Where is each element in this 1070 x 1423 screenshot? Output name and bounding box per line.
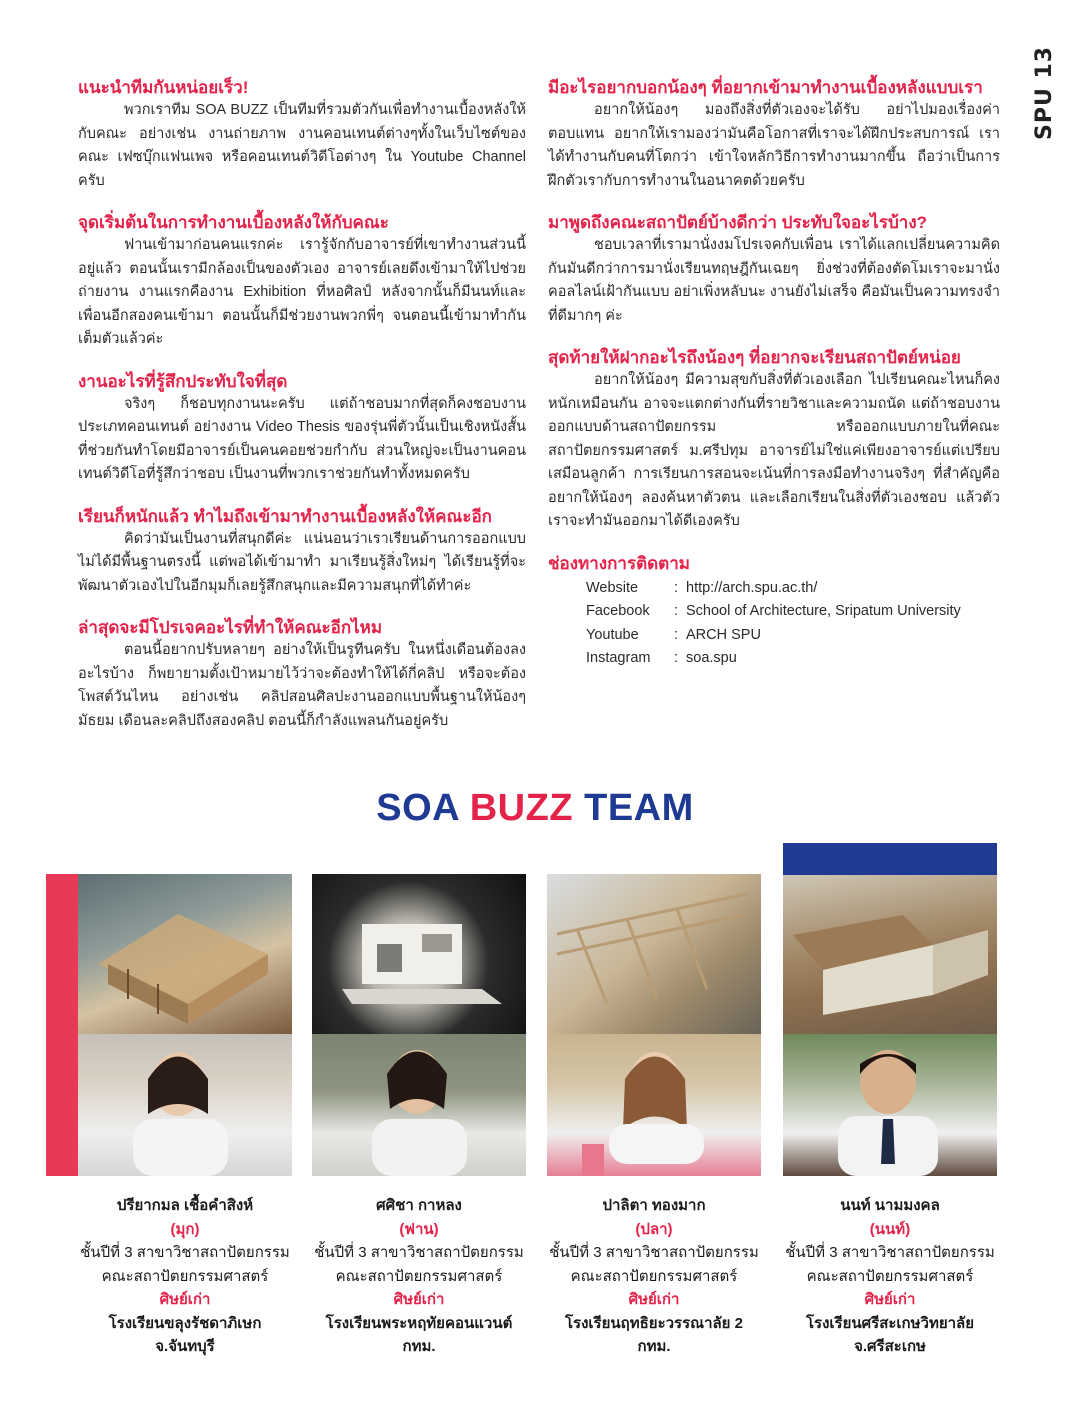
contact-separator: :	[674, 579, 679, 596]
section-body: จริงๆ ก็ชอบทุกงานนะครับ แต่ถ้าชอบมากที่สุดก็คงชอบงานประเภทคอนเทนต์ อย่างงาน Video Thesis ของรุ่นพี่ตัวนั้นเป็นเชิงหนังสั้นที่ช่วยกันทำโดยมีอาจารย์เป็นคนคอยช่วยกำกับ ส่วนใหญ่จะเป็นงานคอนเทนต์วิดีโอที่รู้สึกว่าชอบ เป็นงานที่พวกเราช่วยกันทำทั้งหมดครับ	[78, 395, 526, 482]
member-card	[302, 1194, 536, 1359]
contact-separator: :	[674, 603, 679, 619]
team-title-soa: SOA	[376, 787, 459, 829]
member-nickname: (นนท์)	[869, 1220, 911, 1238]
qa-section	[548, 346, 1000, 534]
contact-label: Instagram	[586, 650, 651, 666]
member-name: ศศิชา กาหลง	[376, 1197, 462, 1214]
left-column	[78, 76, 526, 751]
section-heading: สุดท้ายให้ฝากอะไรถึงน้องๆ ที่อยากจะเรียนสถาปัตย์หน่อย	[548, 348, 961, 367]
contact-separator: :	[674, 626, 679, 643]
contact-row-website	[586, 577, 1000, 601]
member-school-location: จ.จันทบุรี	[155, 1338, 215, 1355]
qa-section	[548, 211, 1000, 328]
section-body: ฟานเข้ามาก่อนคนแรกค่ะ เรารู้จักกับอาจารย์ที่เขาทำงานส่วนนี้อยู่แล้ว ตอนนั้นเรามีกล้องเป็นของตัวเอง อาจารย์เลยดึงเข้ามาให้ไปช่วยถ่ายงาน งานแรกคืองาน Exhibition ที่หอศิลป์ หลังจากนั้นก็มีนนท์และเพื่อนอีกสองคนเข้ามา ตอนนั้นก็มีช่วยงานพวกพี่ๆ จนตอนนี้เข้ามาทำกันเต็มตัวแล้วค่ะ	[78, 237, 526, 347]
team-title	[0, 787, 1070, 830]
section-body: คิดว่ามันเป็นงานที่สนุกดีค่ะ แน่นอนว่าเราเรียนด้านการออกแบบไม่ได้มีพื้นฐานตรงนี้ แต่พอได้เข้ามาทำ มาเรียนรู้สิ่งใหม่ๆ ได้เรียนรู้ที่จะพัฒนาตัวเองไปในอีกมุมก็เลยรู้สึกสนุกและมีความสนุกที่ได้ทำค่ะ	[78, 530, 526, 594]
member-school: โรงเรียนศรีสะเกษวิทยาลัย	[805, 1314, 975, 1332]
section-body: อยากให้น้องๆ มองถึงสิ่งที่ตัวเองจะได้รับ อย่าไปมองเรื่องค่าตอบแทน อยากให้เรามองว่ามันคือโอกาสที่เราจะได้ฝึกประสบการณ์ เราได้ทำงานกับคนที่โตกว่า เข้าใจหลักวิธีการทำงานมากขึ้น ถือว่าเป็นการฝึกตัวเรากับการทำงานในอนาคตด้วยครับ	[548, 102, 1000, 189]
right-column	[548, 76, 1000, 689]
member-nickname: (ฟาน)	[399, 1220, 439, 1238]
contact-label: Facebook	[586, 603, 650, 619]
contact-heading: ช่องทางการติดตาม	[548, 553, 690, 573]
contact-separator: :	[674, 650, 679, 666]
portrait-photo-non	[783, 1034, 997, 1176]
section-heading: แนะนำทีมกันหน่อยเร็ว!	[78, 78, 249, 97]
portrait-photo-muk	[78, 1034, 292, 1176]
member-name: ปาลิตา ทองมาก	[602, 1197, 706, 1214]
qa-section	[78, 76, 526, 193]
member-nickname: (มุก)	[170, 1220, 200, 1238]
contact-row-instagram	[586, 647, 1000, 671]
contact-section	[548, 552, 1000, 671]
member-school: โรงเรียนฤทธิยะวรรณาลัย 2	[564, 1314, 743, 1332]
member-faculty: คณะสถาปัตยกรรมศาสตร์	[806, 1267, 974, 1285]
member-school: โรงเรียนขลุงรัชดาภิเษก	[108, 1314, 262, 1332]
contact-label: Website	[586, 579, 639, 596]
member-school-location: กทม.	[402, 1338, 436, 1355]
member-school-location: จ.ศรีสะเกษ	[854, 1338, 926, 1355]
house-model-photo	[78, 874, 292, 1034]
section-body: ชอบเวลาที่เรามานั่งงมโปรเจคกับเพื่อน เราได้แลกเปลี่ยนความคิดกันมันดีกว่าการมานั่งเรียนทฤษฎีกันเฉยๆ ยิ่งช่วงที่ต้องตัดโมเราจะมานั่งคอลไลน์เฝ้ากันแบบ อย่าเพิ่งหลับนะ งานยังไม่เสร็จ คือมันเป็นความทรงจำที่ดีมากๆ ค่ะ	[548, 237, 1001, 324]
member-year: ชั้นปีที่ 3 สาขาวิชาสถาปัตยกรรม	[549, 1244, 759, 1261]
contact-list	[586, 577, 1000, 671]
section-heading: เรียนก็หนักแล้ว ทำไมถึงเข้ามาทำงานเบื้องหลังให้คณะอีก	[78, 506, 492, 526]
section-heading: งานอะไรที่รู้สึกประทับใจที่สุด	[78, 371, 288, 391]
qa-section	[78, 211, 526, 352]
section-body: ตอนนี้อยากปรับหลายๆ อย่างให้เป็นรูทีนครับ ในหนึ่งเดือนต้องลงอะไรบ้าง ก็พยายามตั้งเป้าหมายไว้ว่าจะต้องทำให้ได้กี่คลิป หรือจะต้องโพสต์วันไหน อย่างเช่น คลิปสอนศิลปะงานออกแบบพื้นฐานให้น้องๆ มัธยม เดือนละคลิปถึงสองคลิป ตอนนี้ก็กำลังแพลนกันอยู่ครับ	[78, 642, 526, 729]
qa-section	[78, 370, 526, 487]
portrait-photo-pla	[547, 1034, 761, 1176]
page-number-text: SPU 13	[1032, 45, 1057, 140]
contact-row-youtube	[586, 624, 1000, 648]
member-alumni-label: ศิษย์เก่า	[864, 1291, 916, 1308]
member-school-location: กทม.	[637, 1338, 671, 1355]
member-faculty: คณะสถาปัตยกรรมศาสตร์	[335, 1267, 503, 1285]
member-name: นนท์ นามมงคล	[840, 1197, 940, 1214]
section-body: อยากให้น้องๆ มีความสุขกับสิ่งที่ตัวเองเลือก ไปเรียนคณะไหนก็คงหนักเหมือนกัน อาจจะแตกต่างกันที่รายวิชาและความถนัด แต่ถ้าชอบงานออกแบบด้านสถาปัตยกรรม หรือออกแบบภายในที่คณะสถาปัตยกรรมศาสตร์ ม.ศรีปทุม อาจารย์ไม่ใช่แค่เพียงอาจารย์แต่เปรียบเสมือนลูกค้า การเรียนการสอนจะเน้นที่การลงมือทำงานจริงๆ ที่สำคัญคืออยากให้น้องๆ ลองค้นหาตัวตน และเลือกเรียนในสิ่งที่ตัวเองชอบ แล้วตัวเราจะทำมันออกมาได้ดีเองครับ	[548, 372, 1000, 529]
qa-section	[78, 505, 526, 599]
contact-row-facebook	[586, 600, 1000, 624]
youtube-value: ARCH SPU	[686, 626, 761, 643]
team-title-buzz: BUZZ	[469, 787, 574, 829]
page-number-mark	[1030, 45, 1060, 140]
member-alumni-label: ศิษย์เก่า	[628, 1291, 680, 1308]
team-title-team: TEAM	[584, 787, 694, 829]
member-school: โรงเรียนพระหฤทัยคอนแวนต์	[325, 1314, 513, 1332]
section-heading: มีอะไรอยากบอกน้องๆ ที่อยากเข้ามาทำงานเบื้องหลังแบบเรา	[548, 78, 983, 97]
decorative-blue-bar	[783, 843, 997, 875]
section-heading: ล่าสุดจะมีโปรเจคอะไรที่ทำให้คณะอีกไหม	[78, 618, 383, 637]
member-year: ชั้นปีที่ 3 สาขาวิชาสถาปัตยกรรม	[314, 1244, 524, 1261]
qa-section	[78, 616, 526, 733]
timber-frame-model-photo	[547, 874, 761, 1034]
member-card	[773, 1194, 1007, 1359]
qa-section	[548, 76, 1000, 193]
member-alumni-label: ศิษย์เก่า	[393, 1291, 445, 1308]
contact-label: Youtube	[586, 626, 639, 643]
member-card	[537, 1194, 771, 1359]
member-year: ชั้นปีที่ 3 สาขาวิชาสถาปัตยกรรม	[785, 1244, 995, 1261]
instagram-value: soa.spu	[686, 650, 737, 666]
member-faculty: คณะสถาปัตยกรรมศาสตร์	[570, 1267, 738, 1285]
section-body: พวกเราทีม SOA BUZZ เป็นทีมที่รวมตัวกันเพื่อทำงานเบื้องหลังให้กับคณะ อย่างเช่น งานถ่ายภาพ งานคอนเทนต์ต่างๆทั้งในเว็บไซต์ของคณะ เฟซบุ๊กแฟนเพจ หรือคอนเทนต์วิดีโอต่างๆ ใน Youtube Channel ครับ	[78, 102, 526, 189]
member-year: ชั้นปีที่ 3 สาขาวิชาสถาปัตยกรรม	[80, 1244, 290, 1261]
section-heading: จุดเริ่มต้นในการทำงานเบื้องหลังให้กับคณะ	[78, 213, 389, 232]
white-model-photo	[312, 874, 526, 1034]
site-model-photo	[783, 875, 997, 1034]
facebook-value: School of Architecture, Sripatum University	[686, 603, 961, 619]
decorative-red-bar	[46, 874, 78, 1176]
website-link[interactable]: http://arch.spu.ac.th/	[686, 579, 818, 596]
portrait-photo-fan	[312, 1034, 526, 1176]
member-name: ปรียากมล เชื้อคำสิงห์	[116, 1197, 254, 1214]
member-alumni-label: ศิษย์เก่า	[159, 1291, 211, 1308]
member-nickname: (ปลา)	[635, 1220, 673, 1238]
section-heading: มาพูดถึงคณะสถาปัตย์บ้างดีกว่า ประทับใจอะไรบ้าง?	[548, 213, 928, 232]
member-faculty: คณะสถาปัตยกรรมศาสตร์	[101, 1267, 269, 1285]
member-card	[68, 1194, 302, 1359]
